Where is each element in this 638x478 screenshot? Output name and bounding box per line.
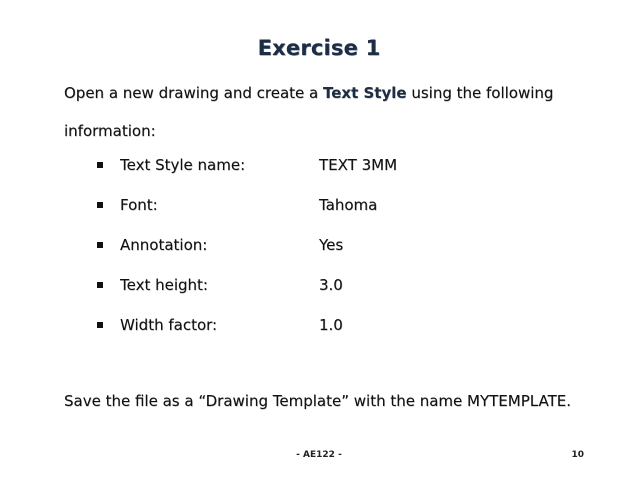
list-item [0,156,638,196]
item-label: Text Style name: [120,156,246,174]
intro-paragraph [64,84,553,102]
square-bullet-icon [97,162,103,168]
item-label: Font: [120,196,158,214]
square-bullet-icon [97,242,103,248]
square-bullet-icon [97,202,103,208]
item-label: Annotation: [120,236,208,254]
intro-paragraph-line2: information: [64,122,156,140]
footer-course-code: - AE122 - [296,450,342,460]
list-item [0,276,638,316]
item-label: Text height: [120,276,208,294]
item-value: 3.0 [319,276,343,294]
save-instruction: Save the file as a “Drawing Template” with the name MYTEMPLATE. [64,392,571,410]
square-bullet-icon [97,282,103,288]
square-bullet-icon [97,322,103,328]
intro-text-before: Open a new drawing and create a [64,84,324,102]
item-value: 1.0 [319,316,343,334]
list-item [0,196,638,236]
list-item [0,316,638,356]
item-value: Yes [319,236,344,254]
item-value: Tahoma [319,196,378,214]
intro-text-after: using the following [406,84,554,102]
item-value: TEXT 3MM [319,156,398,174]
item-label: Width factor: [120,316,218,334]
exercise-title: Exercise 1 [257,36,381,60]
list-item [0,236,638,276]
specification-list [0,156,638,356]
intro-emphasis: Text Style [323,84,407,102]
footer-page-number: 10 [571,450,584,460]
